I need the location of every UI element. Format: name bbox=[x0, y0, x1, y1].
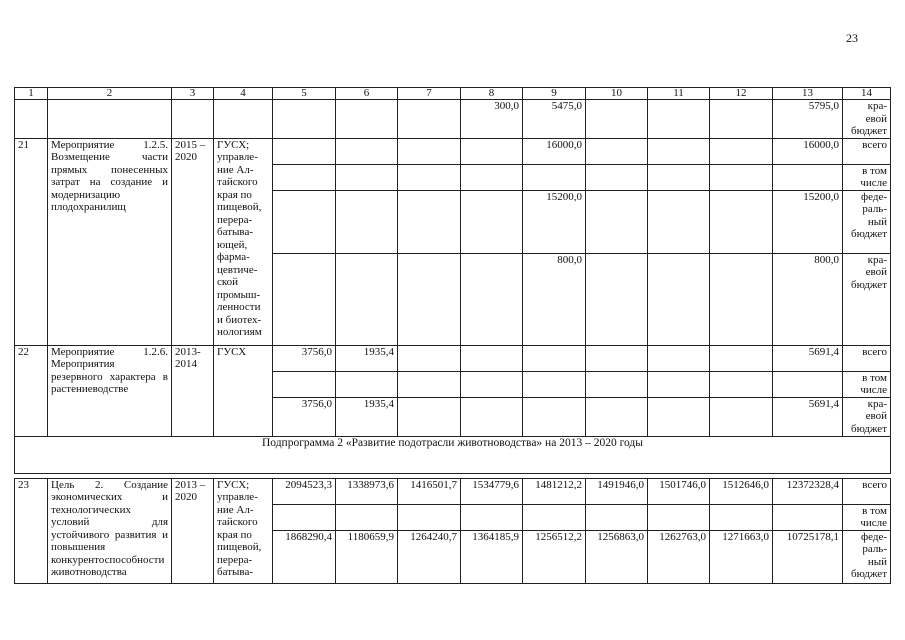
subprogram-row bbox=[15, 436, 891, 473]
table-cell: 16000,0 bbox=[523, 138, 586, 164]
table-cell: 800,0 bbox=[523, 253, 586, 345]
column-header: 10 bbox=[586, 88, 648, 100]
column-header: 14 bbox=[843, 88, 891, 100]
funding-source: кра- евой бюджет bbox=[843, 100, 891, 139]
column-header: 12 bbox=[710, 88, 773, 100]
column-header: 3 bbox=[172, 88, 214, 100]
table-cell: 1364185,9 bbox=[461, 530, 523, 583]
table-row bbox=[15, 138, 891, 164]
column-header: 13 bbox=[773, 88, 843, 100]
table-cell: 1935,4 bbox=[336, 345, 398, 371]
table-cell: 1180659,9 bbox=[336, 530, 398, 583]
table-cell: 1512646,0 bbox=[710, 478, 773, 504]
table-cell bbox=[773, 371, 843, 397]
table-cell: 1481212,2 bbox=[523, 478, 586, 504]
table-row bbox=[15, 345, 891, 371]
table-cell bbox=[773, 164, 843, 190]
measure-name: Цель 2. Создание экономических и технологических условий для устойчивого развития и повышения конкурентоспособности животноводства bbox=[48, 478, 172, 583]
table-cell: 1935,4 bbox=[336, 397, 398, 436]
table-cell: 300,0 bbox=[461, 100, 523, 139]
table-cell bbox=[336, 371, 398, 397]
budget-table bbox=[14, 87, 891, 584]
table-row bbox=[15, 478, 891, 504]
table-row bbox=[15, 100, 891, 139]
period: 2013- 2014 bbox=[172, 345, 214, 436]
column-header: 2 bbox=[48, 88, 172, 100]
executor: ГУСХ; управле- ние Ал- тайского края по пищевой, перера- батыва- bbox=[214, 478, 273, 583]
funding-source: в том числе bbox=[843, 164, 891, 190]
table-cell: 1501746,0 bbox=[648, 478, 710, 504]
column-number-header bbox=[15, 88, 891, 100]
funding-source: кра- евой бюджет bbox=[843, 397, 891, 436]
page-number: 23 bbox=[846, 31, 858, 45]
executor: ГУСХ bbox=[214, 345, 273, 436]
table-cell: 1416501,7 bbox=[398, 478, 461, 504]
table-cell: 5691,4 bbox=[773, 345, 843, 371]
funding-source: всего bbox=[843, 345, 891, 371]
funding-source: в том числе bbox=[843, 504, 891, 530]
table-cell: 5795,0 bbox=[773, 100, 843, 139]
table-cell: 15200,0 bbox=[773, 190, 843, 253]
column-header: 4 bbox=[214, 88, 273, 100]
column-header: 7 bbox=[398, 88, 461, 100]
column-header: 5 bbox=[273, 88, 336, 100]
row-number: 23 bbox=[15, 478, 48, 583]
table-cell: 5691,4 bbox=[773, 397, 843, 436]
table-cell: 1271663,0 bbox=[710, 530, 773, 583]
period: 2013 – 2020 bbox=[172, 478, 214, 583]
table-cell: 5475,0 bbox=[523, 100, 586, 139]
column-header: 8 bbox=[461, 88, 523, 100]
funding-source: феде- раль- ный бюджет bbox=[843, 530, 891, 583]
table-cell: 12372328,4 bbox=[773, 478, 843, 504]
table-cell: 1262763,0 bbox=[648, 530, 710, 583]
executor: ГУСХ; управле- ние Ал- тайского края по пищевой, перера- батыва- ющей, фарма- цевтиче- ской промыш- ленности и биотех- нологиям bbox=[214, 138, 273, 345]
table-cell: 2094523,3 bbox=[273, 478, 336, 504]
funding-source: кра- евой бюджет bbox=[843, 253, 891, 345]
table-cell: 15200,0 bbox=[523, 190, 586, 253]
table-cell: 800,0 bbox=[773, 253, 843, 345]
table-cell: 1338973,6 bbox=[336, 478, 398, 504]
table-cell: 1491946,0 bbox=[586, 478, 648, 504]
funding-source: в том числе bbox=[843, 371, 891, 397]
table-cell: 3756,0 bbox=[273, 397, 336, 436]
row-number: 21 bbox=[15, 138, 48, 345]
table-cell: 16000,0 bbox=[773, 138, 843, 164]
column-header: 6 bbox=[336, 88, 398, 100]
table-cell: 1534779,6 bbox=[461, 478, 523, 504]
table-cell: 1256512,2 bbox=[523, 530, 586, 583]
table-cell: 10725178,1 bbox=[773, 530, 843, 583]
table-cell: 1256863,0 bbox=[586, 530, 648, 583]
funding-source: всего bbox=[843, 138, 891, 164]
table-cell: 1264240,7 bbox=[398, 530, 461, 583]
measure-name: Мероприятие 1.2.6. Мероприятия резервного характера в растениеводстве bbox=[48, 345, 172, 436]
table-cell: 3756,0 bbox=[273, 345, 336, 371]
funding-source: феде- раль- ный бюджет bbox=[843, 190, 891, 253]
table-cell: 1868290,4 bbox=[273, 530, 336, 583]
column-header: 1 bbox=[15, 88, 48, 100]
column-header: 9 bbox=[523, 88, 586, 100]
measure-name: Мероприятие 1.2.5. Возмещение части прямых понесенных затрат на создание и модернизацию плодохранилищ bbox=[48, 138, 172, 345]
period: 2015 – 2020 bbox=[172, 138, 214, 345]
table-cell bbox=[523, 164, 586, 190]
row-number: 22 bbox=[15, 345, 48, 436]
funding-source: всего bbox=[843, 478, 891, 504]
subprogram-title: Подпрограмма 2 «Развитие подотрасли животноводства» на 2013 – 2020 годы bbox=[15, 436, 891, 473]
column-header: 11 bbox=[648, 88, 710, 100]
table-cell bbox=[273, 371, 336, 397]
